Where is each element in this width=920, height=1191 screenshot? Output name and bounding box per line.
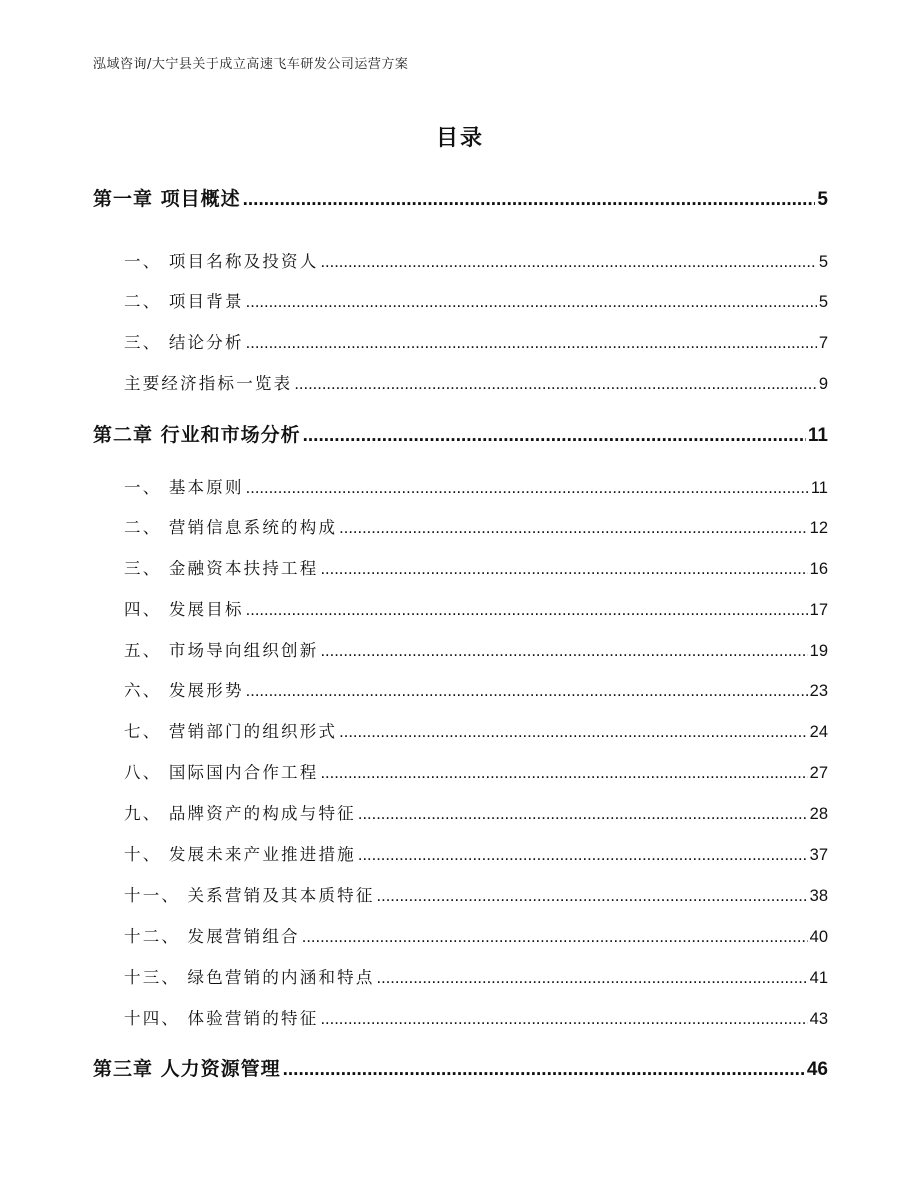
toc-label: 九、 品牌资产的构成与特征 (124, 804, 356, 823)
toc-page: 7 (818, 334, 828, 352)
toc-leader (246, 681, 808, 701)
toc-section[interactable] (124, 596, 828, 620)
toc-leader (358, 845, 808, 865)
toc-section[interactable] (124, 677, 828, 701)
toc-label: 四、 发展目标 (124, 600, 244, 619)
toc-label: 三、 金融资本扶持工程 (124, 559, 319, 578)
toc-section[interactable] (124, 637, 828, 661)
toc-label: 十四、 体验营销的特征 (124, 1009, 319, 1028)
toc-leader (294, 374, 817, 394)
toc-leader (339, 518, 807, 538)
toc-chapter-1[interactable] (93, 184, 828, 211)
toc-label: 二、 项目背景 (124, 292, 244, 311)
toc-page: 9 (818, 375, 828, 393)
toc-section[interactable] (124, 370, 828, 394)
toc-leader (243, 188, 816, 211)
toc-leader (339, 722, 807, 742)
toc-page: 5 (818, 293, 828, 311)
toc-page: 5 (818, 253, 828, 271)
toc-label: 第二章 行业和市场分析 (93, 424, 301, 446)
toc-leader (320, 763, 807, 783)
toc-page: 5 (817, 189, 828, 210)
toc-page: 11 (807, 425, 828, 446)
toc-section[interactable] (124, 329, 828, 353)
toc-leader (246, 600, 808, 620)
toc-section[interactable] (124, 514, 828, 538)
toc-page: 28 (809, 805, 828, 823)
toc-leader (283, 1058, 805, 1081)
toc-section[interactable] (124, 718, 828, 742)
toc-leader (358, 804, 808, 824)
toc-label: 十三、 绿色营销的内涵和特点 (124, 968, 375, 987)
toc-label: 第三章 人力资源管理 (93, 1058, 281, 1080)
toc-section[interactable] (124, 759, 828, 783)
toc-label: 三、 结论分析 (124, 333, 244, 352)
toc-leader (246, 478, 809, 498)
toc-label: 十一、 关系营销及其本质特征 (124, 886, 375, 905)
toc-page: 37 (809, 846, 828, 864)
toc-page: 46 (806, 1059, 828, 1080)
toc-leader (320, 252, 816, 272)
toc-leader (320, 559, 807, 579)
toc-page: 24 (809, 723, 828, 741)
toc-section[interactable] (124, 882, 828, 906)
toc-label: 一、 项目名称及投资人 (124, 252, 319, 271)
toc-leader (303, 424, 806, 447)
toc-page: 12 (809, 519, 828, 537)
toc-page: 16 (809, 560, 828, 578)
toc-section[interactable] (124, 964, 828, 988)
toc-label: 二、 营销信息系统的构成 (124, 518, 338, 537)
toc-leader (302, 927, 808, 947)
toc-section[interactable] (124, 555, 828, 579)
toc-leader (320, 1009, 807, 1029)
toc-leader (320, 641, 807, 661)
toc-label: 六、 发展形势 (124, 681, 244, 700)
toc-leader (246, 333, 817, 353)
toc-page: 11 (810, 479, 828, 497)
toc-page: 43 (809, 1010, 828, 1028)
toc-label: 七、 营销部门的组织形式 (124, 722, 338, 741)
toc-label: 十二、 发展营销组合 (124, 927, 300, 946)
toc-label: 八、 国际国内合作工程 (124, 763, 319, 782)
toc-chapter-3[interactable] (93, 1054, 828, 1081)
toc-page: 40 (809, 928, 828, 946)
page-title: 目录 (435, 126, 484, 151)
toc-section[interactable] (124, 288, 828, 312)
toc-leader (246, 292, 817, 312)
toc-label: 十、 发展未来产业推进措施 (124, 845, 356, 864)
toc-label: 第一章 项目概述 (93, 188, 241, 210)
toc-leader (377, 886, 808, 906)
toc-label: 主要经济指标一览表 (124, 374, 293, 393)
toc-page: 23 (809, 682, 828, 700)
toc-page: 41 (809, 969, 828, 987)
toc-page: 19 (809, 642, 828, 660)
toc-section[interactable] (124, 248, 828, 272)
toc-page: 27 (809, 764, 828, 782)
toc-section[interactable] (124, 800, 828, 824)
toc-label: 一、 基本原则 (124, 478, 244, 497)
toc-page: 38 (809, 887, 828, 905)
toc-section[interactable] (124, 841, 828, 865)
toc-page: 17 (809, 601, 828, 619)
toc-section[interactable] (124, 1005, 828, 1029)
toc-chapter-2[interactable] (93, 420, 828, 447)
toc-leader (377, 968, 808, 988)
toc-section[interactable] (124, 474, 828, 498)
page-header: 泓域咨询/大宁县关于成立高速飞车研发公司运营方案 (93, 57, 409, 72)
toc-label: 五、 市场导向组织创新 (124, 641, 319, 660)
toc-section[interactable] (124, 923, 828, 947)
